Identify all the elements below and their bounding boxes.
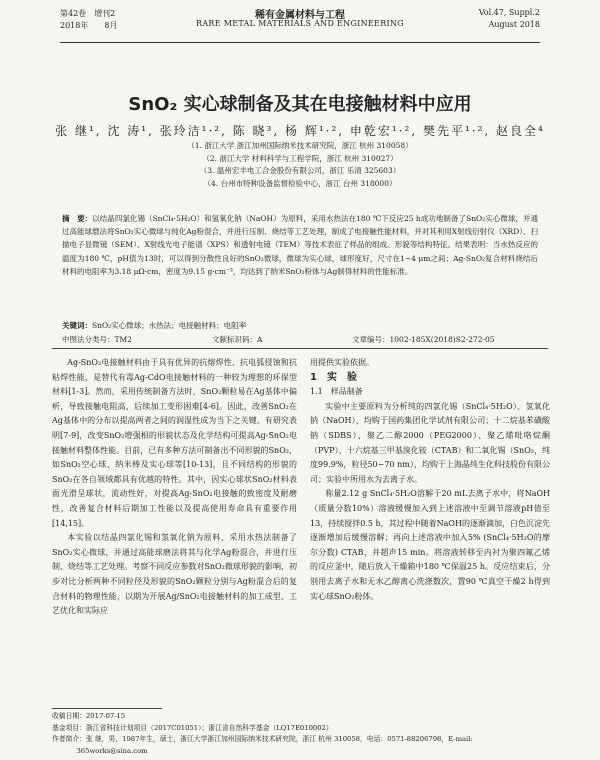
keywords-text: SnO₂实心微球；水热法；电接触材料；电阻率 xyxy=(92,321,247,330)
clc-number: 中图法分类号：TM2 xyxy=(62,335,132,344)
abstract-text: 以结晶四氯化锡（SnCl₄·5H₂O）和氢氧化钠（NaOH）为原料，采用水热法在180 ℃下反应25 h成功地制备了SnO₂实心微球，并通过高能球磨法将SnO₂实心微球与纯化Ag粉混合，并进行压制、烧结等工艺处理，制成了电接触性能材料，并对其利用X射线衍射仪（XRD）、扫描电子显微镜（SEM）、X射线光电子能谱（XPS）和透射电镜（TEM）等技术表征了样品的组成、形貌等结构特征。结果表明：当水热反应的温度为180 ℃，pH值为13时，可以得到分散性良好的SnO₂微球，微球为实心球，球形度好，尺寸在1~4 μm之间；Ag-SnO₂复合材料烧结后材料的电阻率为3.18 μΩ·cm，密度为9.15 g·cm⁻³，均达到了纳米SnO₂粉体与Ag制得材料的性能标准。 xyxy=(62,214,539,276)
article-number: 文章编号：1002-185X(2018)S2-272-05 xyxy=(352,335,495,344)
affiliations xyxy=(0,140,600,190)
affiliation: （1. 浙江大学 浙江加州国际纳米技术研究院，浙江 杭州 310058） xyxy=(187,141,413,150)
doc-code: 文献标识码：A xyxy=(212,335,263,344)
footnote: 365works@sina.com xyxy=(76,746,148,755)
affiliation: （3. 温州宏丰电工合金股份有限公司，浙江 乐清 325603） xyxy=(199,166,401,175)
body-paragraph: 用提供实验依据。 xyxy=(310,358,374,367)
journal-name-cn: 稀有金属材料与工程 xyxy=(255,10,345,21)
volume-en: Vol.47, Suppl.2 xyxy=(478,8,540,17)
journal-name-en: RARE METAL MATERIALS AND ENGINEERING xyxy=(196,19,404,28)
subsection-heading: 1.1 样品制备 xyxy=(310,387,363,397)
abstract-label: 摘 要： xyxy=(62,214,93,223)
volume: 第42卷 增刊2 xyxy=(60,9,116,18)
body-paragraph: 实验中主要原料为分析纯的四氯化锡（SnCl₄·5H₂O）、氢氧化钠（NaOH），均购于国药集团化学试剂有限公司；十二烷基苯磺酸钠（SDBS）、聚乙二醇2000（PEG2000）、聚乙烯吡咯烷酮（PVP）、十六烷基三甲基溴化铵（CTAB）和二氧化锡（SnO₂，纯度99.9%，粒径50~70 nm），均购于上海晶纯生化科技股份有限公司；实验中所用水为去离子水。 xyxy=(310,401,550,484)
body-paragraph: 称量2.12 g SnCl₄·5H₂O溶解于20 mL去离子水中，将NaOH（质量分数10%）溶液缓慢加入到上述溶液中至调节溶液pH值至13，持续搅拌0.5 h，其过程中随着NaOH的逐渐滴加，白色沉淀先逐渐增加后缓慢溶解；再向上述溶液中加入5% (SnCl₄·5H₂O的摩尔分数) CTAB，并超声15 min。将溶液转移至内衬为聚四氟乙烯的反应釜中，随后放入干燥箱中180 ℃保温25 h。反应结束后，分别用去离子水和无水乙醇离心洗涤数次，置90 ℃真空干燥2 h得到实心球SnO₂粉体。 xyxy=(310,489,550,601)
section-heading: 1 实 验 xyxy=(310,371,357,383)
footnote-rule xyxy=(52,708,162,709)
body-paragraph: Ag-SnO₂电接触材料由于具有优异的抗熔焊性、抗电弧侵蚀和抗粘焊性能，是替代有毒Ag-CdO电接触材料的一种较为理想的环保型材料[1-3]。然而，采用传统制备方法时，SnO₂颗粒易在Ag基体中偏析，导致接触电阻高，后续加工变形困难[4-6]。因此，改善SnO₂在Ag基体中的分布以提高两者之间的润湿性成为当下之关键。有研究表明[7-9]，改变SnO₂增强相的形貌状态及化学结构可提高Ag-SnO₂电接触材料整体性能。目前，已有多种方法可制备出不同形貌的SnO₂，如SnO₂空心球、纳米棒及实心球等[10-13]，且不同结构的形貌的SnO₂在各自领域都具有优越的特性。其中，因实心球状SnO₂材料表面光滑呈球状，流动性好，对提高Ag-SnO₂电接触的致密度及耐磨性，改善复合材料后期加工性能以及提高使用寿命具有重要作用[14,15]。 xyxy=(52,358,297,528)
body-paragraph: 本实验以结晶四氯化锡和氢氧化钠为原料，采用水热法制备了SnO₂实心微球，并通过高能球磨法将其与化学Ag粉混合，并进行压制、烧结等工艺处理。考察不同反应参数对SnO₂微球形貌的影响，初步对比分析两种不同粒径及形貌的SnO₂颗粒分别与Ag粉混合后的复合材料的物理性能，以期为开展Ag/SnO₂电接触材料的加工成型、工艺优化和实际应 xyxy=(52,533,297,616)
footnote: 基金项目：浙江省科技计划项目（2017C01051）；浙江省自然科学基金（LQ17E010002） xyxy=(52,723,333,732)
keywords-label: 关键词： xyxy=(62,321,92,330)
body-right-column xyxy=(310,356,550,604)
year: 2018年 8月 xyxy=(60,21,118,30)
affiliation: （2. 浙江大学 材料科学与工程学院，浙江 杭州 310027） xyxy=(202,153,398,163)
divider xyxy=(52,348,548,349)
issue: 增刊2 xyxy=(94,9,116,18)
footnote: 作者简介：张 继，男，1987年生，硕士，浙江大学浙江加州国际纳米技术研究院，浙江 杭州 310058，电话：0571-88206798，E-mail: xyxy=(52,735,473,743)
affiliation: （4. 台州市特种设备监督检验中心，浙江 台州 318000） xyxy=(203,178,397,188)
month: 8月 xyxy=(104,21,118,30)
body-left-column xyxy=(52,356,297,619)
footnote: 收稿日期：2017-07-15 xyxy=(52,712,126,720)
keywords xyxy=(62,320,538,331)
running-header xyxy=(60,6,540,43)
footnotes xyxy=(52,711,550,757)
author-list: 张 继¹, 沈 涛¹, 张玲洁¹·², 陈 晓³, 杨 辉¹·², 申乾宏¹·², 樊先平¹·², 赵良全⁴ xyxy=(55,124,545,138)
abstract xyxy=(62,212,538,278)
date-en: August 2018 xyxy=(488,20,540,29)
paper-title: SnO₂ 实心球制备及其在电接触材料中应用 xyxy=(128,94,472,115)
